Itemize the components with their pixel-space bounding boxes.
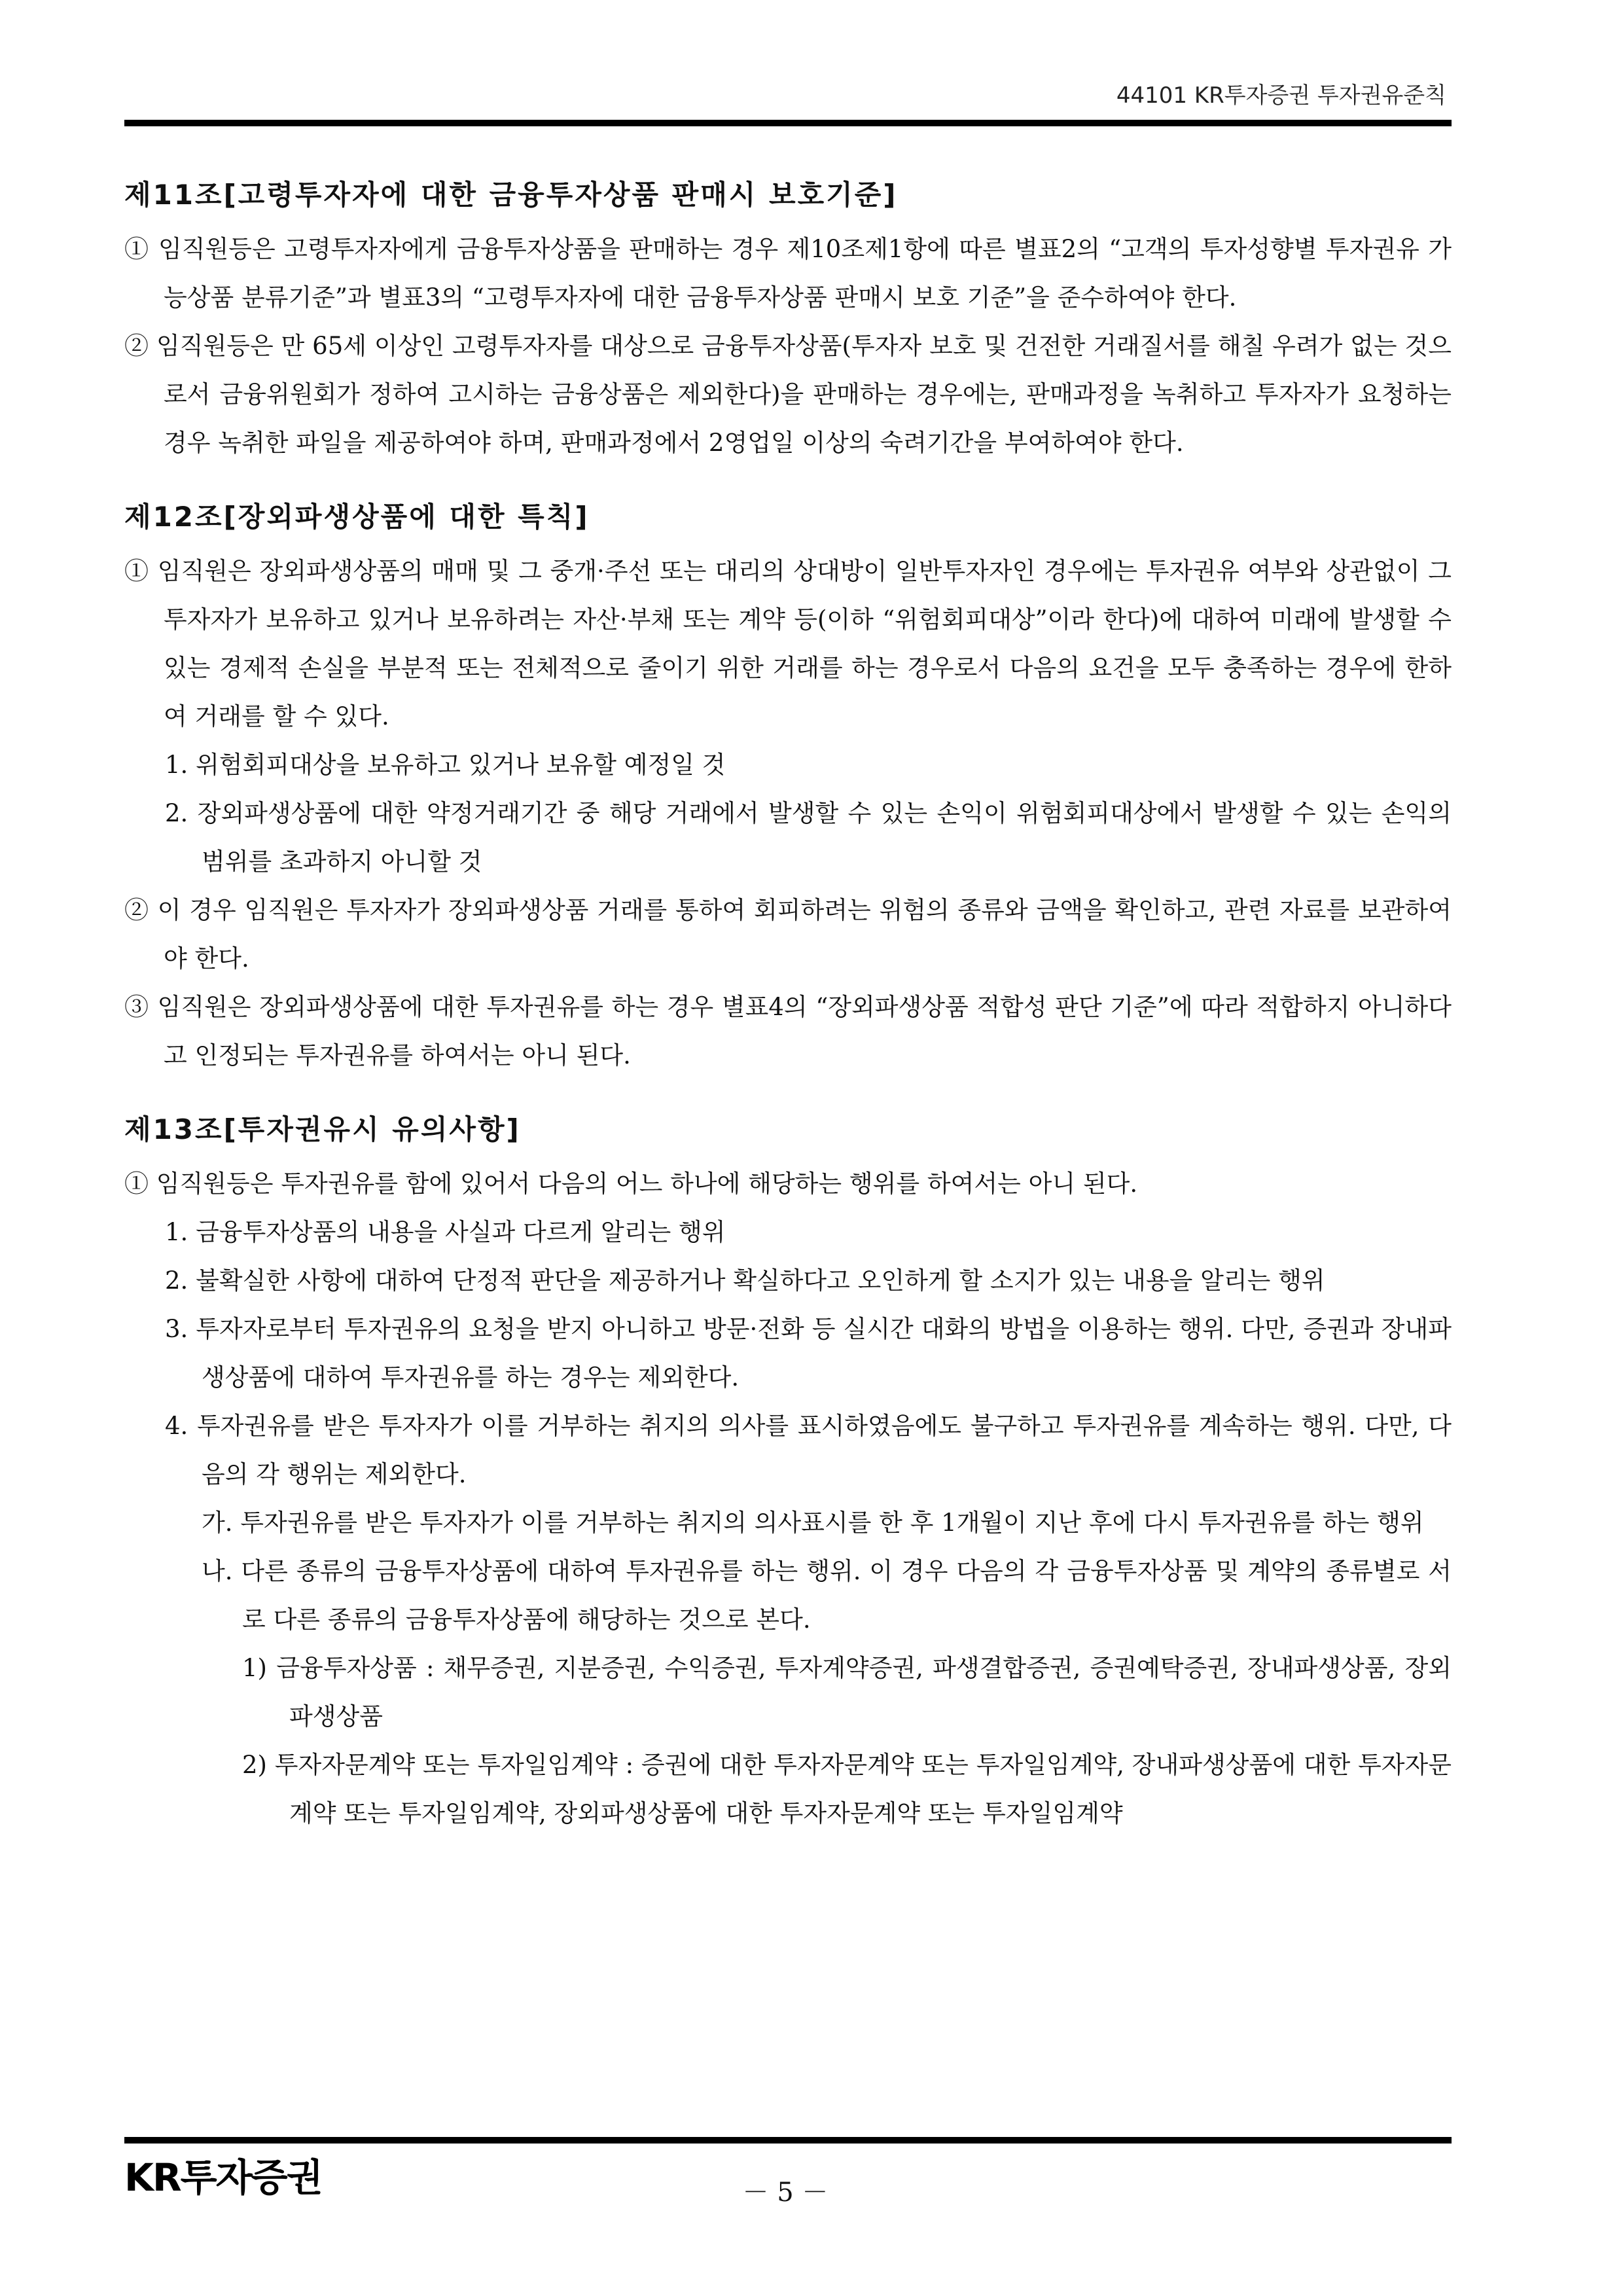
sub-sub-list-item: 1) 금융투자상품 : 채무증권, 지분증권, 수익증권, 투자계약증권, 파생결합증권, 증권예탁증권, 장내파생상품, 장외파생상품 bbox=[242, 1654, 1452, 1731]
paragraph: ① 임직원등은 투자권유를 함에 있어서 다음의 어느 하나에 해당하는 행위를 하여서는 아니 된다. bbox=[124, 1170, 1138, 1198]
company-logo: KR투자증권 bbox=[124, 2155, 322, 2200]
paragraph: ① 임직원은 장외파생상품의 매매 및 그 중개·주선 또는 대리의 상대방이 일반투자자인 경우에는 투자권유 여부와 상관없이 그 투자자가 보유하고 있거나 보유하려는 자산·부채 또는 계약 등(이하 “위험회피대상”이라 한다)에 대하여 미래에 발생할 수 있는 경제적 손실을 부분적 또는 전체적으로 줄이기 위한 거래를 하는 경우로서 다음의 요건을 모두 충족하는 경우에 한하여 거래를 할 수 있다. bbox=[124, 557, 1452, 730]
list-item: 2. 불확실한 사항에 대하여 단정적 판단을 제공하거나 확실하다고 오인하게 할 소지가 있는 내용을 알리는 행위 bbox=[165, 1266, 1325, 1295]
article-11 bbox=[124, 171, 1452, 467]
sub-list-item: 나. 다른 종류의 금융투자상품에 대하여 투자권유를 하는 행위. 이 경우 다음의 각 금융투자상품 및 계약의 종류별로 서로 다른 종류의 금융투자상품에 해당하는 것으로 본다. bbox=[202, 1557, 1452, 1634]
article-12 bbox=[124, 493, 1452, 1080]
header-rule bbox=[124, 120, 1452, 126]
paragraph: ③ 임직원은 장외파생상품에 대한 투자권유를 하는 경우 별표4의 “장외파생상품 적합성 판단 기준”에 따라 적합하지 아니하다고 인정되는 투자권유를 하여서는 아니 된다. bbox=[124, 993, 1452, 1069]
paragraph: ② 임직원등은 만 65세 이상인 고령투자자를 대상으로 금융투자상품(투자자 보호 및 건전한 거래질서를 해칠 우려가 없는 것으로서 금융위원회가 정하여 고시하는 금융상품은 제외한다)을 판매하는 경우에는, 판매과정을 녹취하고 투자자가 요청하는 경우 녹취한 파일을 제공하여야 하며, 판매과정에서 2영업일 이상의 숙려기간을 부여하여야 한다. bbox=[124, 332, 1452, 457]
sub-list-item: 가. 투자권유를 받은 투자자가 이를 거부하는 취지의 의사표시를 한 후 1개월이 지난 후에 다시 투자권유를 하는 행위 bbox=[202, 1509, 1424, 1537]
article-title: 제13조[투자권유시 유의사항] bbox=[124, 1113, 521, 1145]
article-title: 제12조[장외파생상품에 대한 특칙] bbox=[124, 501, 590, 533]
list-item: 1. 위험회피대상을 보유하고 있거나 보유할 예정일 것 bbox=[165, 751, 726, 779]
list-item: 1. 금융투자상품의 내용을 사실과 다르게 알리는 행위 bbox=[165, 1218, 726, 1246]
article-title: 제11조[고령투자자에 대한 금융투자상품 판매시 보호기준] bbox=[124, 179, 898, 211]
list-item: 2. 장외파생상품에 대한 약정거래기간 중 해당 거래에서 발생할 수 있는 손익이 위험회피대상에서 발생할 수 있는 손익의 범위를 초과하지 아니할 것 bbox=[165, 799, 1452, 876]
document-header-title: 44101 KR투자증권 투자권유준칙 bbox=[1116, 82, 1446, 109]
document-body bbox=[124, 171, 1452, 1864]
paragraph: ② 이 경우 임직원은 투자자가 장외파생상품 거래를 통하여 회피하려는 위험의 종류와 금액을 확인하고, 관련 자료를 보관하여야 한다. bbox=[124, 896, 1452, 973]
list-item: 3. 투자자로부터 투자권유의 요청을 받지 아니하고 방문·전화 등 실시간 대화의 방법을 이용하는 행위. 다만, 증권과 장내파생상품에 대하여 투자권유를 하는 경우는 제외한다. bbox=[165, 1315, 1452, 1391]
article-13 bbox=[124, 1106, 1452, 1838]
sub-sub-list-item: 2) 투자자문계약 또는 투자일임계약 : 증권에 대한 투자자문계약 또는 투자일임계약, 장내파생상품에 대한 투자자문계약 또는 투자일임계약, 장외파생상품에 대한 투자자문계약 또는 투자일임계약 bbox=[242, 1751, 1452, 1827]
page-number: － 5 － bbox=[742, 2178, 829, 2208]
footer-rule bbox=[124, 2137, 1452, 2144]
list-item: 4. 투자권유를 받은 투자자가 이를 거부하는 취지의 의사를 표시하였음에도 불구하고 투자권유를 계속하는 행위. 다만, 다음의 각 행위는 제외한다. bbox=[165, 1412, 1452, 1488]
paragraph: ① 임직원등은 고령투자자에게 금융투자상품을 판매하는 경우 제10조제1항에 따른 별표2의 “고객의 투자성향별 투자권유 가능상품 분류기준”과 별표3의 “고령투자자에 대한 금융투자상품 판매시 보호 기준”을 준수하여야 한다. bbox=[124, 235, 1452, 312]
